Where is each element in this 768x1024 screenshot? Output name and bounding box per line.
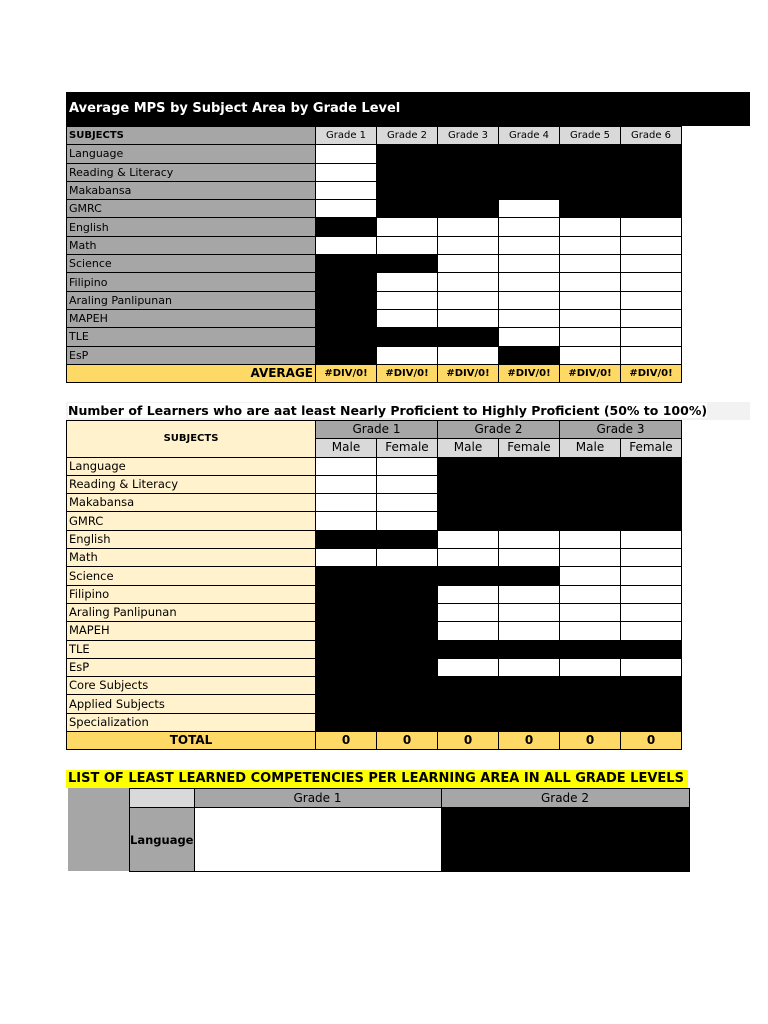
mps-cell[interactable] — [560, 163, 621, 181]
proficiency-grade-header[interactable]: Grade 1 — [316, 421, 438, 439]
proficiency-subject-cell[interactable]: Math — [67, 549, 316, 567]
mps-grade-header[interactable]: Grade 1 — [316, 127, 377, 145]
mps-cell[interactable] — [377, 218, 438, 236]
proficiency-cell[interactable] — [438, 457, 499, 475]
proficiency-cell[interactable] — [377, 530, 438, 548]
proficiency-cell[interactable] — [560, 640, 621, 658]
mps-subject-cell[interactable]: MAPEH — [67, 309, 316, 327]
mps-row — [67, 218, 682, 236]
proficiency-row — [67, 603, 682, 621]
mps-cell[interactable] — [621, 236, 682, 254]
proficiency-cell[interactable] — [499, 475, 560, 493]
mps-average-cell[interactable]: #DIV/0! — [316, 364, 377, 382]
female-header[interactable]: Female — [377, 439, 438, 457]
mps-subject-cell[interactable]: Math — [67, 236, 316, 254]
mps-subject-cell[interactable]: Filipino — [67, 273, 316, 291]
proficiency-row — [67, 585, 682, 603]
proficiency-row — [67, 494, 682, 512]
mps-cell[interactable] — [377, 236, 438, 254]
proficiency-cell[interactable] — [499, 622, 560, 640]
proficiency-cell[interactable] — [499, 640, 560, 658]
proficiency-cell[interactable] — [621, 640, 682, 658]
proficiency-subject-cell[interactable]: English — [67, 530, 316, 548]
proficiency-subject-cell[interactable]: Applied Subjects — [67, 695, 316, 713]
proficiency-cell[interactable] — [621, 567, 682, 585]
proficiency-cell[interactable] — [316, 603, 377, 621]
mps-cell[interactable] — [316, 255, 377, 273]
mps-cell[interactable] — [560, 273, 621, 291]
proficiency-total-cell[interactable]: 0 — [499, 732, 560, 750]
proficiency-cell[interactable] — [438, 640, 499, 658]
mps-cell[interactable] — [316, 236, 377, 254]
proficiency-cell[interactable] — [560, 530, 621, 548]
mps-cell[interactable] — [621, 218, 682, 236]
mps-cell[interactable] — [499, 218, 560, 236]
mps-cell[interactable] — [438, 218, 499, 236]
mps-cell[interactable] — [316, 309, 377, 327]
mps-row — [67, 255, 682, 273]
proficiency-cell[interactable] — [377, 677, 438, 695]
mps-cell[interactable] — [499, 291, 560, 309]
proficiency-total-cell[interactable]: 0 — [316, 732, 377, 750]
mps-subject-cell[interactable]: English — [67, 218, 316, 236]
mps-cell[interactable] — [316, 218, 377, 236]
mps-cell[interactable] — [438, 181, 499, 199]
mps-cell[interactable] — [499, 346, 560, 364]
mps-cell[interactable] — [621, 181, 682, 199]
proficiency-cell[interactable] — [621, 695, 682, 713]
mps-cell[interactable] — [316, 163, 377, 181]
mps-cell[interactable] — [438, 346, 499, 364]
proficiency-total-label[interactable]: TOTAL — [67, 732, 316, 750]
competencies-row — [130, 808, 690, 872]
mps-cell[interactable] — [438, 255, 499, 273]
proficiency-cell[interactable] — [316, 695, 377, 713]
proficiency-cell[interactable] — [438, 475, 499, 493]
mps-subject-cell[interactable]: Makabansa — [67, 181, 316, 199]
proficiency-row — [67, 512, 682, 530]
mps-cell[interactable] — [560, 200, 621, 218]
mps-grade-header[interactable]: Grade 4 — [499, 127, 560, 145]
mps-cell[interactable] — [316, 328, 377, 346]
proficiency-cell[interactable] — [621, 658, 682, 676]
mps-subject-cell[interactable]: EsP — [67, 346, 316, 364]
proficiency-table — [66, 420, 682, 750]
proficiency-cell[interactable] — [560, 658, 621, 676]
proficiency-row — [67, 567, 682, 585]
mps-header-row — [67, 127, 682, 145]
mps-subject-cell[interactable]: GMRC — [67, 200, 316, 218]
mps-cell[interactable] — [499, 273, 560, 291]
mps-average-label[interactable]: AVERAGE — [67, 364, 316, 382]
mps-cell[interactable] — [438, 163, 499, 181]
mps-cell[interactable] — [621, 291, 682, 309]
male-header[interactable]: Male — [316, 439, 377, 457]
proficiency-cell[interactable] — [377, 475, 438, 493]
proficiency-cell[interactable] — [316, 658, 377, 676]
mps-cell[interactable] — [316, 346, 377, 364]
proficiency-subject-cell[interactable]: EsP — [67, 658, 316, 676]
mps-cell[interactable] — [377, 309, 438, 327]
proficiency-cell[interactable] — [560, 677, 621, 695]
proficiency-cell[interactable] — [438, 695, 499, 713]
mps-cell[interactable] — [438, 200, 499, 218]
proficiency-cell[interactable] — [621, 530, 682, 548]
mps-average-row — [67, 364, 682, 382]
proficiency-cell[interactable] — [438, 585, 499, 603]
proficiency-row — [67, 457, 682, 475]
mps-subjects-header[interactable]: SUBJECTS — [67, 127, 316, 145]
mps-cell[interactable] — [621, 309, 682, 327]
proficiency-cell[interactable] — [377, 549, 438, 567]
mps-row — [67, 346, 682, 364]
proficiency-cell[interactable] — [377, 713, 438, 731]
proficiency-cell[interactable] — [377, 603, 438, 621]
proficiency-cell[interactable] — [621, 677, 682, 695]
proficiency-cell[interactable] — [377, 658, 438, 676]
proficiency-cell[interactable] — [560, 512, 621, 530]
proficiency-total-cell[interactable]: 0 — [377, 732, 438, 750]
mps-cell[interactable] — [499, 200, 560, 218]
male-header[interactable]: Male — [438, 439, 499, 457]
proficiency-cell[interactable] — [560, 603, 621, 621]
mps-cell[interactable] — [621, 328, 682, 346]
mps-average-cell[interactable]: #DIV/0! — [499, 364, 560, 382]
mps-row — [67, 163, 682, 181]
proficiency-cell[interactable] — [438, 713, 499, 731]
mps-cell[interactable] — [438, 236, 499, 254]
mps-subject-cell[interactable]: Language — [67, 145, 316, 163]
proficiency-row — [67, 658, 682, 676]
proficiency-subject-cell[interactable]: GMRC — [67, 512, 316, 530]
proficiency-cell[interactable] — [621, 713, 682, 731]
mps-cell[interactable] — [316, 273, 377, 291]
proficiency-cell[interactable] — [377, 567, 438, 585]
mps-cell[interactable] — [499, 145, 560, 163]
proficiency-total-cell[interactable]: 0 — [621, 732, 682, 750]
proficiency-cell[interactable] — [316, 549, 377, 567]
mps-cell[interactable] — [621, 163, 682, 181]
proficiency-cell[interactable] — [560, 567, 621, 585]
competencies-grade-header[interactable]: Grade 1 — [194, 789, 441, 808]
proficiency-cell[interactable] — [438, 549, 499, 567]
proficiency-cell[interactable] — [499, 494, 560, 512]
proficiency-grade-header[interactable]: Grade 2 — [438, 421, 560, 439]
proficiency-total-cell[interactable]: 0 — [438, 732, 499, 750]
female-header[interactable]: Female — [499, 439, 560, 457]
proficiency-subject-cell[interactable]: Makabansa — [67, 494, 316, 512]
competencies-cell[interactable] — [441, 808, 689, 872]
proficiency-title-text: Number of Learners who are aat least Nearly Proficient to Highly Proficient (50% to 100%) — [68, 403, 708, 418]
mps-row — [67, 236, 682, 254]
mps-grade-header[interactable]: Grade 6 — [621, 127, 682, 145]
competencies-subject-cell[interactable]: Language — [130, 808, 195, 872]
proficiency-cell[interactable] — [621, 585, 682, 603]
proficiency-cell[interactable] — [621, 622, 682, 640]
mps-cell[interactable] — [377, 346, 438, 364]
proficiency-cell[interactable] — [560, 622, 621, 640]
competencies-grade-header[interactable]: Grade 2 — [441, 789, 689, 808]
mps-cell[interactable] — [377, 181, 438, 199]
proficiency-cell[interactable] — [438, 512, 499, 530]
mps-grade-header[interactable]: Grade 3 — [438, 127, 499, 145]
proficiency-cell[interactable] — [621, 457, 682, 475]
proficiency-total-row — [67, 732, 682, 750]
mps-cell[interactable] — [377, 145, 438, 163]
proficiency-cell[interactable] — [621, 475, 682, 493]
proficiency-cell[interactable] — [377, 640, 438, 658]
mps-cell[interactable] — [560, 328, 621, 346]
proficiency-cell[interactable] — [316, 512, 377, 530]
proficiency-row — [67, 713, 682, 731]
mps-row — [67, 145, 682, 163]
proficiency-row — [67, 640, 682, 658]
proficiency-cell[interactable] — [316, 475, 377, 493]
proficiency-subject-cell[interactable]: MAPEH — [67, 622, 316, 640]
mps-row — [67, 181, 682, 199]
proficiency-cell[interactable] — [438, 567, 499, 585]
proficiency-cell[interactable] — [621, 549, 682, 567]
proficiency-row — [67, 530, 682, 548]
mps-cell[interactable] — [621, 255, 682, 273]
female-header[interactable]: Female — [621, 439, 682, 457]
competencies-table — [129, 788, 690, 872]
mps-cell[interactable] — [316, 291, 377, 309]
mps-cell[interactable] — [438, 145, 499, 163]
proficiency-cell[interactable] — [499, 677, 560, 695]
proficiency-cell[interactable] — [316, 457, 377, 475]
mps-cell[interactable] — [560, 291, 621, 309]
competencies-left-margin-cell[interactable] — [68, 788, 129, 871]
proficiency-subject-cell[interactable]: Language — [67, 457, 316, 475]
mps-average-cell[interactable]: #DIV/0! — [560, 364, 621, 382]
mps-cell[interactable] — [377, 291, 438, 309]
mps-cell[interactable] — [377, 163, 438, 181]
proficiency-cell[interactable] — [377, 695, 438, 713]
proficiency-row — [67, 475, 682, 493]
mps-cell[interactable] — [499, 236, 560, 254]
mps-cell[interactable] — [377, 200, 438, 218]
mps-cell[interactable] — [621, 200, 682, 218]
proficiency-cell[interactable] — [560, 549, 621, 567]
proficiency-row — [67, 695, 682, 713]
mps-table — [66, 126, 682, 383]
proficiency-cell[interactable] — [560, 457, 621, 475]
mps-cell[interactable] — [560, 309, 621, 327]
mps-average-cell[interactable]: #DIV/0! — [621, 364, 682, 382]
proficiency-cell[interactable] — [560, 713, 621, 731]
proficiency-cell[interactable] — [499, 695, 560, 713]
competencies-corner-cell[interactable] — [130, 789, 195, 808]
mps-subject-cell[interactable]: Araling Panlipunan — [67, 291, 316, 309]
proficiency-cell[interactable] — [316, 622, 377, 640]
mps-row — [67, 200, 682, 218]
competencies-cell[interactable] — [194, 808, 441, 872]
proficiency-cell[interactable] — [499, 603, 560, 621]
proficiency-cell[interactable] — [621, 512, 682, 530]
mps-row — [67, 328, 682, 346]
proficiency-subject-cell[interactable]: TLE — [67, 640, 316, 658]
proficiency-cell[interactable] — [560, 494, 621, 512]
proficiency-subject-cell[interactable]: Filipino — [67, 585, 316, 603]
proficiency-cell[interactable] — [560, 695, 621, 713]
proficiency-cell[interactable] — [438, 658, 499, 676]
proficiency-total-cell[interactable]: 0 — [560, 732, 621, 750]
mps-cell[interactable] — [560, 255, 621, 273]
mps-cell[interactable] — [377, 255, 438, 273]
proficiency-cell[interactable] — [499, 567, 560, 585]
mps-subject-cell[interactable]: Reading & Literacy — [67, 163, 316, 181]
mps-cell[interactable] — [560, 145, 621, 163]
mps-cell[interactable] — [499, 163, 560, 181]
mps-cell[interactable] — [438, 291, 499, 309]
proficiency-cell[interactable] — [438, 530, 499, 548]
proficiency-cell[interactable] — [499, 530, 560, 548]
mps-row — [67, 309, 682, 327]
proficiency-cell[interactable] — [560, 585, 621, 603]
proficiency-subject-cell[interactable]: Reading & Literacy — [67, 475, 316, 493]
proficiency-subject-cell[interactable]: Specialization — [67, 713, 316, 731]
mps-cell[interactable] — [621, 346, 682, 364]
proficiency-subjects-header[interactable]: SUBJECTS — [67, 421, 316, 458]
mps-average-cell[interactable]: #DIV/0! — [377, 364, 438, 382]
competencies-header-row — [130, 789, 690, 808]
mps-cell[interactable] — [560, 346, 621, 364]
mps-cell[interactable] — [438, 273, 499, 291]
proficiency-cell[interactable] — [377, 512, 438, 530]
proficiency-cell[interactable] — [316, 713, 377, 731]
mps-cell[interactable] — [499, 328, 560, 346]
mps-cell[interactable] — [377, 273, 438, 291]
proficiency-grade-header-row — [67, 421, 682, 439]
mps-cell[interactable] — [438, 309, 499, 327]
mps-cell[interactable] — [621, 273, 682, 291]
mps-cell[interactable] — [499, 255, 560, 273]
mps-subject-cell[interactable]: Science — [67, 255, 316, 273]
mps-average-cell[interactable]: #DIV/0! — [438, 364, 499, 382]
mps-cell[interactable] — [316, 145, 377, 163]
mps-cell[interactable] — [316, 200, 377, 218]
proficiency-cell[interactable] — [499, 713, 560, 731]
mps-table-title: Average MPS by Subject Area by Grade Level — [66, 92, 750, 126]
proficiency-cell[interactable] — [377, 457, 438, 475]
proficiency-cell[interactable] — [438, 622, 499, 640]
mps-subject-cell[interactable]: TLE — [67, 328, 316, 346]
proficiency-cell[interactable] — [316, 585, 377, 603]
proficiency-row — [67, 622, 682, 640]
proficiency-row — [67, 549, 682, 567]
proficiency-cell[interactable] — [316, 567, 377, 585]
proficiency-cell[interactable] — [377, 622, 438, 640]
proficiency-table-title — [66, 402, 750, 420]
proficiency-cell[interactable] — [499, 658, 560, 676]
mps-cell[interactable] — [560, 236, 621, 254]
proficiency-subject-cell[interactable]: Science — [67, 567, 316, 585]
mps-cell[interactable] — [560, 181, 621, 199]
mps-cell[interactable] — [499, 181, 560, 199]
mps-row — [67, 291, 682, 309]
proficiency-cell[interactable] — [438, 494, 499, 512]
mps-cell[interactable] — [438, 328, 499, 346]
proficiency-cell[interactable] — [316, 494, 377, 512]
proficiency-cell[interactable] — [499, 457, 560, 475]
proficiency-cell[interactable] — [316, 640, 377, 658]
proficiency-cell[interactable] — [377, 585, 438, 603]
mps-grade-header[interactable]: Grade 2 — [377, 127, 438, 145]
proficiency-cell[interactable] — [438, 677, 499, 695]
mps-grade-header[interactable]: Grade 5 — [560, 127, 621, 145]
proficiency-cell[interactable] — [438, 603, 499, 621]
mps-row — [67, 273, 682, 291]
mps-cell[interactable] — [560, 218, 621, 236]
proficiency-cell[interactable] — [316, 677, 377, 695]
proficiency-cell[interactable] — [560, 475, 621, 493]
proficiency-row — [67, 677, 682, 695]
proficiency-cell[interactable] — [499, 512, 560, 530]
male-header[interactable]: Male — [560, 439, 621, 457]
proficiency-cell[interactable] — [621, 603, 682, 621]
proficiency-cell[interactable] — [499, 549, 560, 567]
proficiency-cell[interactable] — [316, 530, 377, 548]
mps-cell[interactable] — [377, 328, 438, 346]
proficiency-grade-header[interactable]: Grade 3 — [560, 421, 682, 439]
proficiency-subject-cell[interactable]: Core Subjects — [67, 677, 316, 695]
mps-cell[interactable] — [621, 145, 682, 163]
proficiency-cell[interactable] — [499, 585, 560, 603]
competencies-title: LIST OF LEAST LEARNED COMPETENCIES PER LEARNING AREA IN ALL GRADE LEVELS — [66, 770, 688, 788]
mps-cell[interactable] — [316, 181, 377, 199]
proficiency-cell[interactable] — [621, 494, 682, 512]
mps-cell[interactable] — [499, 309, 560, 327]
proficiency-subject-cell[interactable]: Araling Panlipunan — [67, 603, 316, 621]
proficiency-cell[interactable] — [377, 494, 438, 512]
